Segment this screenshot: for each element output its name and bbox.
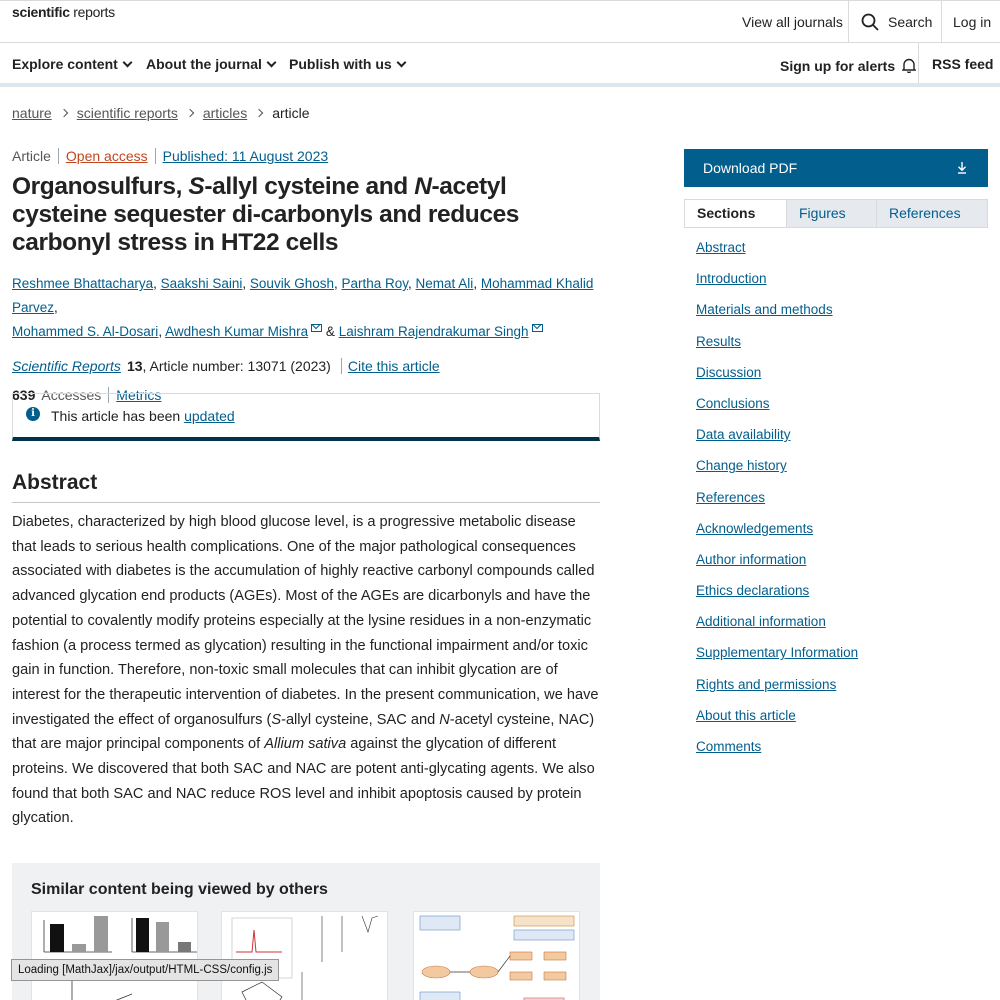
download-pdf-button[interactable] bbox=[684, 149, 988, 187]
abstract-text: Diabetes, characterized by high blood glucose level, is a progressive metabolic disease that leads to serious health complications. One of the major pathological consequences associated with diabetes is the accumulation of highly reactive carbonyl compounds called advanced glycation end products (AGEs). Most of the AGEs are dicarbonyls and have the potential to covalently modify proteins especially at the lysine residues in a non-enzymatic fashion (a process termed as glycation) resulting in the functional impairment and/or toxic gain in function. Therefore, non-toxic small molecules that can inhibit glycation are of interest for the therapeutic intervention of diabetes. In the present communication, we have investigated the effect of organosulfurs (S-allyl cysteine, SAC and N-acetyl cysteine, NAC) that are major principal components of Allium sativa against the glycation of different proteins. We discovered that both SAC and NAC are potent anti-glycating agents. We also found that both SAC and NAC reduce ROS level and inhibit apoptosis caused by protein glycation. bbox=[12, 514, 599, 827]
main-nav bbox=[0, 43, 1000, 87]
article-meta bbox=[12, 148, 600, 164]
sections-list bbox=[696, 240, 986, 770]
bell-icon bbox=[902, 58, 916, 73]
nav-about-label: About the journal bbox=[146, 56, 262, 72]
tab-figures[interactable]: Figures bbox=[786, 200, 876, 227]
similar-article-thumbnail[interactable] bbox=[31, 911, 198, 1000]
download-pdf-label: Download PDF bbox=[703, 160, 798, 176]
logo-bold-text: scientific bbox=[12, 4, 70, 20]
breadcrumb-current: article bbox=[272, 105, 310, 121]
logo-light-text: reports bbox=[73, 4, 115, 20]
download-icon bbox=[956, 161, 968, 174]
toc-discussion[interactable]: Discussion bbox=[696, 364, 762, 380]
breadcrumb-nature[interactable]: nature bbox=[12, 105, 52, 121]
author-link[interactable]: Mohammad Khalid Parvez bbox=[12, 276, 594, 315]
volume: 13 bbox=[126, 358, 143, 374]
chevron-down-icon bbox=[396, 58, 406, 68]
chevron-right-icon bbox=[255, 109, 263, 117]
journal-logo[interactable] bbox=[12, 4, 115, 20]
mathjax-loading-status: Loading [MathJax]/jax/output/HTML-CSS/config.js bbox=[11, 959, 279, 981]
cite-article-link[interactable]: Cite this article bbox=[347, 358, 440, 374]
divider bbox=[341, 358, 342, 374]
update-notice bbox=[12, 393, 600, 441]
author-link[interactable]: Laishram Rajendrakumar Singh bbox=[338, 324, 529, 339]
chevron-down-icon bbox=[122, 58, 132, 68]
metrics-link[interactable]: Metrics bbox=[116, 387, 162, 403]
breadcrumb-articles[interactable]: articles bbox=[202, 105, 248, 121]
toc-acknowledgements[interactable]: Acknowledgements bbox=[696, 520, 814, 536]
chevron-down-icon bbox=[266, 58, 276, 68]
diagram-thumbnail-image bbox=[414, 912, 580, 1000]
mail-icon[interactable] bbox=[532, 324, 543, 332]
toc-references[interactable]: References bbox=[696, 489, 766, 505]
tab-sections[interactable]: Sections bbox=[685, 200, 786, 227]
divider bbox=[58, 148, 59, 164]
info-icon: i bbox=[26, 407, 40, 421]
updated-link[interactable]: updated bbox=[184, 408, 235, 424]
sidebar-tabs bbox=[684, 199, 988, 228]
sign-up-alerts-link[interactable] bbox=[780, 56, 916, 74]
toc-data-availability[interactable]: Data availability bbox=[696, 427, 791, 443]
author-link[interactable]: Partha Roy bbox=[341, 276, 409, 291]
abstract-heading: Abstract bbox=[12, 471, 600, 503]
toc-conclusions[interactable]: Conclusions bbox=[696, 395, 770, 411]
chevron-right-icon bbox=[59, 109, 67, 117]
similar-article-thumbnail[interactable] bbox=[221, 911, 388, 1000]
author-list: Reshmee Bhattacharya, Saakshi Saini, Souvik Ghosh, Partha Roy, Nemat Ali, Mohammad Khalid Parvez, Mohammed S. Al-Dosari, Awdhesh Kumar Mishra & Laishram Rajendrakumar Singh bbox=[12, 276, 594, 339]
alerts-label: Sign up for alerts bbox=[780, 58, 896, 74]
search-button[interactable] bbox=[848, 1, 942, 43]
toc-results[interactable]: Results bbox=[696, 333, 742, 349]
mail-icon[interactable] bbox=[311, 324, 322, 332]
bar-chart-thumbnail-image bbox=[32, 912, 198, 1000]
toc-materials-and-methods[interactable]: Materials and methods bbox=[696, 302, 833, 318]
rss-feed-link[interactable]: RSS feed bbox=[918, 43, 993, 83]
view-all-journals-link[interactable]: View all journals bbox=[742, 14, 843, 30]
author-link[interactable]: Souvik Ghosh bbox=[249, 276, 334, 291]
author-link[interactable]: Mohammed S. Al-Dosari bbox=[12, 324, 159, 339]
chevron-right-icon bbox=[186, 109, 194, 117]
article-type: Article bbox=[12, 148, 51, 164]
citation-line bbox=[12, 358, 600, 374]
breadcrumb bbox=[12, 105, 310, 121]
toc-rights-and-permissions[interactable]: Rights and permissions bbox=[696, 676, 837, 692]
nav-about-journal[interactable] bbox=[146, 56, 275, 72]
author-link[interactable]: Nemat Ali bbox=[415, 276, 474, 291]
search-label: Search bbox=[888, 14, 933, 30]
toc-change-history[interactable]: Change history bbox=[696, 458, 787, 474]
top-bar bbox=[0, 0, 1000, 43]
published-date-link[interactable]: Published: 11 August 2023 bbox=[162, 148, 329, 164]
nav-publish[interactable] bbox=[289, 56, 405, 72]
toc-about-this-article[interactable]: About this article bbox=[696, 707, 796, 723]
toc-introduction[interactable]: Introduction bbox=[696, 271, 767, 287]
divider bbox=[155, 148, 156, 164]
toc-additional-information[interactable]: Additional information bbox=[696, 614, 826, 630]
nav-explore-content[interactable] bbox=[12, 56, 131, 72]
login-link[interactable]: Log in bbox=[953, 14, 992, 30]
tab-references[interactable]: References bbox=[876, 200, 987, 227]
breadcrumb-scientific-reports[interactable]: scientific reports bbox=[76, 105, 178, 121]
similar-content-heading: Similar content being viewed by others bbox=[31, 881, 328, 898]
article-title: Organosulfurs, S-allyl cysteine and N-acetyl cysteine sequester di-carbonyls and reduces carbonyl stress in HT22 cells bbox=[12, 173, 520, 256]
spectrum-thumbnail-image bbox=[222, 912, 388, 1000]
author-link[interactable]: Awdhesh Kumar Mishra bbox=[165, 324, 309, 339]
toc-author-information[interactable]: Author information bbox=[696, 551, 807, 567]
toc-comments[interactable]: Comments bbox=[696, 739, 762, 754]
author-ampersand: & bbox=[325, 324, 335, 339]
toc-supplementary-information[interactable]: Supplementary Information bbox=[696, 645, 859, 661]
author-link[interactable]: Saakshi Saini bbox=[160, 276, 243, 291]
accesses-count: 639 bbox=[12, 387, 36, 403]
article-number: , Article number: 13071 (2023) bbox=[142, 358, 331, 374]
author-link[interactable]: Reshmee Bhattacharya bbox=[12, 276, 154, 291]
open-access-link[interactable]: Open access bbox=[65, 148, 148, 164]
toc-abstract[interactable]: Abstract bbox=[696, 240, 746, 255]
nav-publish-label: Publish with us bbox=[289, 56, 392, 72]
notice-text: This article has been updated bbox=[51, 408, 235, 424]
toc-ethics-declarations[interactable]: Ethics declarations bbox=[696, 583, 810, 599]
similar-article-thumbnail[interactable] bbox=[413, 911, 580, 1000]
search-icon bbox=[861, 13, 879, 31]
accesses-label: Accesses bbox=[41, 387, 102, 403]
nav-explore-label: Explore content bbox=[12, 56, 118, 72]
journal-link[interactable]: Scientific Reports bbox=[12, 358, 121, 374]
article-main bbox=[12, 148, 600, 898]
